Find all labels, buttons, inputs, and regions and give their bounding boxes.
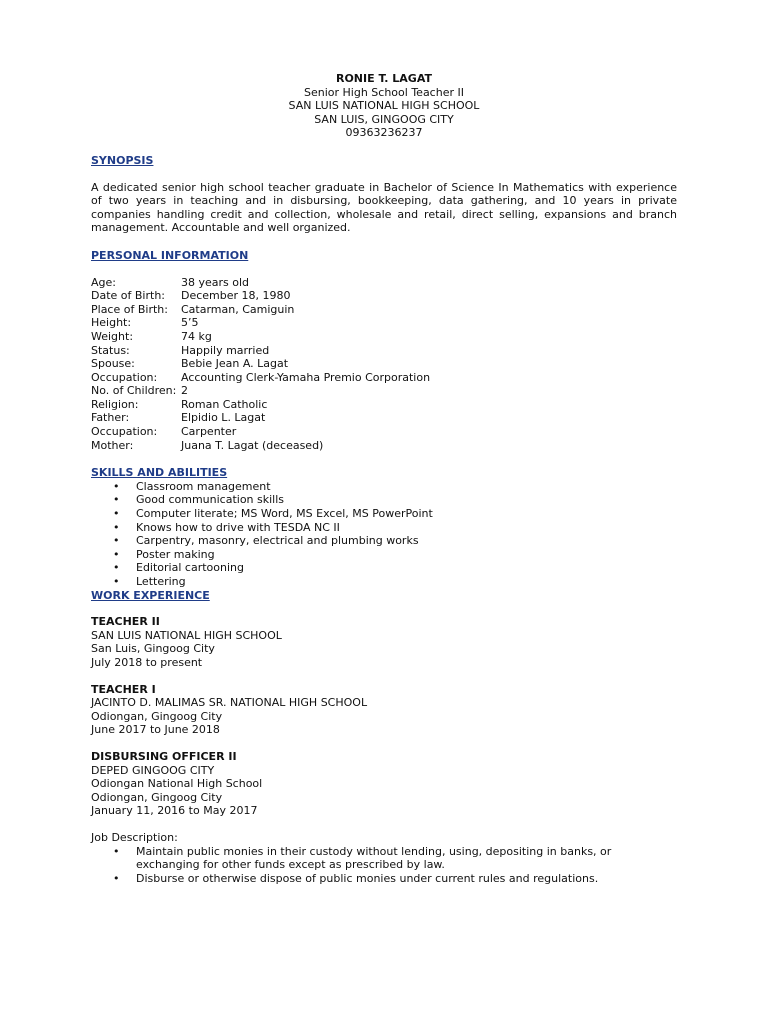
skill-item-text: Carpentry, masonry, electrical and plumbing works [136,534,419,548]
skill-item [91,507,677,521]
resume-header [91,72,677,140]
personal-info-value: Elpidio L. Lagat [181,411,266,425]
job-detail: DEPED GINGOOG CITY [91,763,215,777]
job-detail: January 11, 2016 to May 2017 [91,804,258,818]
personal-info-value: Carpenter [181,425,237,439]
job-description-item-text: Maintain public monies in their custody without lending, using, depositing in banks, or exchanging for other funds except as prescribed by law. [136,844,612,872]
personal-info-list [91,276,677,453]
applicant-address: SAN LUIS, GINGOOG CITY [314,112,454,126]
job-description-item [91,872,677,886]
personal-info-label: Religion: [91,397,139,411]
personal-info-value: Bebie Jean A. Lagat [181,357,289,371]
job-title: TEACHER II [91,615,160,629]
job-detail: JACINTO D. MALIMAS SR. NATIONAL HIGH SCHOOL [91,696,368,710]
skill-item [91,493,677,507]
personal-info-row [91,303,677,317]
personal-info-value: Happily married [181,343,270,357]
bullet-icon: • [113,547,120,561]
applicant-position: Senior High School Teacher II [304,85,464,99]
job-detail: Odiongan, Gingoog City [91,790,223,804]
job-detail: July 2018 to present [91,655,203,669]
personal-info-value: 38 years old [181,275,250,289]
job-entry [91,683,677,737]
personal-info-row [91,371,677,385]
personal-info-row [91,425,677,439]
bullet-icon: • [113,561,120,575]
job-detail: SAN LUIS NATIONAL HIGH SCHOOL [91,628,282,642]
skill-item [91,561,677,575]
personal-info-row [91,344,677,358]
personal-info-value: Juana T. Lagat (deceased) [181,438,324,452]
personal-info-value: 5’5 [181,316,199,330]
job-description-item-text: Disburse or otherwise dispose of public monies under current rules and regulations. [136,871,599,885]
job-description-item [91,845,677,872]
skill-item [91,480,677,494]
personal-info-label: No. of Children: [91,384,177,398]
job-detail: Odiongan National High School [91,777,263,791]
skill-item [91,548,677,562]
job-detail: Odiongan, Gingoog City [91,709,223,723]
job-description-label: Job Description: [91,830,178,844]
personal-info-label: Father: [91,411,130,425]
personal-info-label: Place of Birth: [91,302,168,316]
personal-info-value: December 18, 1980 [181,289,291,303]
personal-info-value: 74 kg [181,329,212,343]
personal-info-label: Height: [91,316,132,330]
skill-item [91,521,677,535]
skill-item-text: Good communication skills [136,493,285,507]
applicant-name: RONIE T. LAGAT [335,72,433,85]
skills-list [91,480,677,589]
personal-info-value: Accounting Clerk-Yamaha Premio Corporation [181,370,431,384]
work-experience-heading: WORK EXPERIENCE [91,588,210,602]
personal-info-label: Occupation: [91,425,158,439]
job-detail: June 2017 to June 2018 [91,723,220,737]
resume-document [91,72,677,885]
personal-info-value: Roman Catholic [181,397,268,411]
personal-info-label: Status: [91,343,130,357]
bullet-icon: • [113,479,120,493]
bullet-icon: • [113,871,120,885]
personal-info-label: Date of Birth: [91,289,166,303]
skill-item-text: Knows how to drive with TESDA NC II [136,520,340,534]
personal-info-value: Catarman, Camiguin [181,302,295,316]
job-entry [91,750,677,818]
personal-info-heading: PERSONAL INFORMATION [91,248,249,262]
skill-item-text: Editorial cartooning [136,561,244,575]
skill-item [91,575,677,589]
personal-info-row [91,276,677,290]
job-entry [91,615,677,669]
work-experience-list [91,615,677,818]
bullet-icon: • [113,507,120,521]
skill-item-text: Classroom management [136,479,271,493]
job-title: DISBURSING OFFICER II [91,749,237,763]
skill-item-text: Lettering [136,575,186,588]
personal-info-label: Occupation: [91,370,158,384]
synopsis-text: A dedicated senior high school teacher graduate in Bachelor of Science In Mathematics with experience of two years in teaching and in disbursing, bookkeeping, data gathering, and 10 years in private companies handling credit and collection, wholesale and retail, direct selling, expansions and branch management. Accountable and well organized. [91,180,677,235]
applicant-phone: 09363236237 [345,126,423,140]
job-detail: San Luis, Gingoog City [91,642,215,656]
synopsis-heading: SYNOPSIS [91,153,154,167]
personal-info-row [91,316,677,330]
personal-info-label: Age: [91,275,116,289]
personal-info-row [91,289,677,303]
bullet-icon: • [113,844,120,858]
personal-info-label: Spouse: [91,357,135,371]
skill-item-text: Poster making [136,547,215,561]
bullet-icon: • [113,493,120,507]
bullet-icon: • [113,575,120,588]
applicant-school: SAN LUIS NATIONAL HIGH SCHOOL [288,99,480,113]
job-description-list [91,845,677,886]
bullet-icon: • [113,534,120,548]
personal-info-row [91,398,677,412]
skills-heading: SKILLS AND ABILITIES [91,466,228,480]
skill-item-text: Computer literate; MS Word, MS Excel, MS PowerPoint [136,507,433,521]
personal-info-row [91,411,677,425]
bullet-icon: • [113,520,120,534]
skill-item [91,534,677,548]
personal-info-value: 2 [181,384,188,398]
personal-info-row [91,330,677,344]
job-title: TEACHER I [91,682,156,696]
personal-info-row [91,357,677,371]
personal-info-label: Weight: [91,329,134,343]
personal-info-label: Mother: [91,438,134,452]
personal-info-row [91,384,677,398]
personal-info-row [91,439,677,453]
